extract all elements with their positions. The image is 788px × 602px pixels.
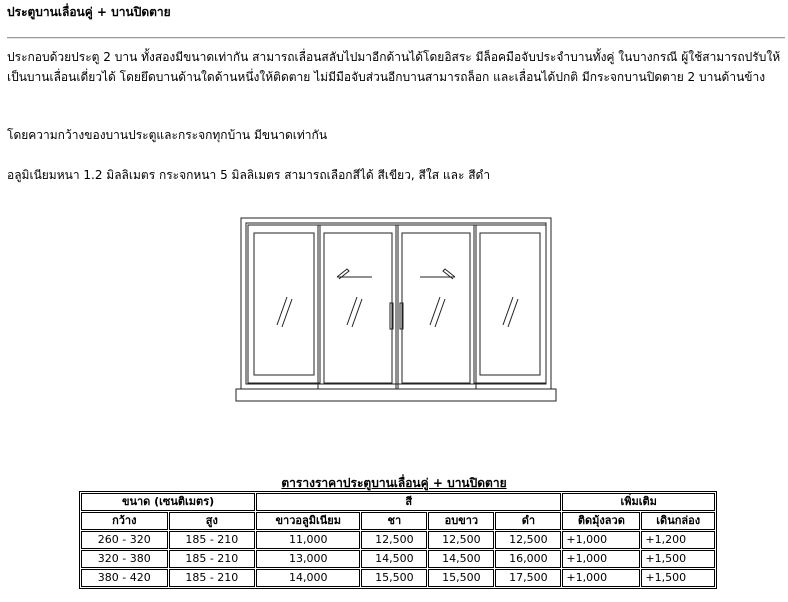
table-cell: +1,000	[562, 569, 640, 587]
page-title: ประตูบานเลื่อนคู่ + บานปิดตาย	[7, 5, 171, 19]
table-cell: 15,500	[361, 569, 427, 587]
price-table-caption: ตารางราคาประตูบานเลื่อนคู่ + บานปิดตาย	[281, 476, 507, 490]
price-table	[79, 491, 717, 589]
table-cell: 320 - 380	[81, 550, 168, 568]
table-cell: 380 - 420	[81, 569, 168, 587]
table-cell: 16,000	[495, 550, 561, 568]
table-cell: +1,000	[562, 531, 640, 549]
table-cell: 13,000	[256, 550, 360, 568]
color-group-header: สี	[256, 493, 561, 511]
table-row	[81, 550, 715, 568]
extra-group-header: เพิ่มเติม	[562, 493, 715, 511]
table-cell: 11,000	[256, 531, 360, 549]
column-header-height: สูง	[169, 512, 256, 530]
column-header-tea: ชา	[361, 512, 427, 530]
table-cell: 12,500	[361, 531, 427, 549]
column-header-box: เดินกล่อง	[641, 512, 715, 530]
table-cell: 260 - 320	[81, 531, 168, 549]
table-cell: 17,500	[495, 569, 561, 587]
column-header-black: ดำ	[495, 512, 561, 530]
table-cell: 185 - 210	[169, 569, 256, 587]
width-note-paragraph: โดยความกว้างของบานประตูและกระจกทุกบ้าน มีขนาดเท่ากัน	[7, 128, 328, 142]
table-cell: 15,500	[428, 569, 494, 587]
sliding-door-drawing-icon	[232, 215, 558, 405]
table-group-header-row	[81, 493, 715, 511]
size-group-header: ขนาด (เซนติเมตร)	[81, 493, 255, 511]
table-cell: 14,500	[361, 550, 427, 568]
table-cell: 14,000	[256, 569, 360, 587]
description-paragraph: ประกอบด้วยประตู 2 บาน ทั้งสองมีขนาดเท่ากัน สามารถเลื่อนสลับไปมาอีกด้านได้โดยอิสระ มีล็อคมือจับประจำบานทั้งคู่ ในบางกรณี ผู้ใช้สามารถปรับให้เป็นบานเลื่อนเดี่ยวได้ โดยยึดบานด้านใดด้านหนึ่งให้ติดตาย ไม่มีมือจับส่วนอีกบานสามารถล็อก และเลื่อนได้ปกติ มีกระจกบานปิดตาย 2 บานด้านข้าง	[7, 50, 781, 84]
table-cell: 12,500	[495, 531, 561, 549]
table-cell: +1,200	[641, 531, 715, 549]
table-cell: 14,500	[428, 550, 494, 568]
table-cell: +1,000	[562, 550, 640, 568]
column-header-white-aluminium: ขาวอลูมิเนียม	[256, 512, 360, 530]
table-column-header-row	[81, 512, 715, 530]
table-cell: 185 - 210	[169, 550, 256, 568]
table-cell: +1,500	[641, 569, 715, 587]
table-cell: +1,500	[641, 550, 715, 568]
table-cell: 12,500	[428, 531, 494, 549]
column-header-baked-white: อบขาว	[428, 512, 494, 530]
column-header-screen: ติดมุ้งลวด	[562, 512, 640, 530]
table-row	[81, 531, 715, 549]
table-row	[81, 569, 715, 587]
table-cell: 185 - 210	[169, 531, 256, 549]
column-header-width: กว้าง	[81, 512, 168, 530]
material-note-paragraph: อลูมิเนียมหนา 1.2 มิลลิเมตร กระจกหนา 5 มิลลิเมตร สามารถเลือกสีได้ สีเขียว, สีใส และ สีดำ	[7, 168, 491, 182]
divider	[7, 37, 785, 39]
